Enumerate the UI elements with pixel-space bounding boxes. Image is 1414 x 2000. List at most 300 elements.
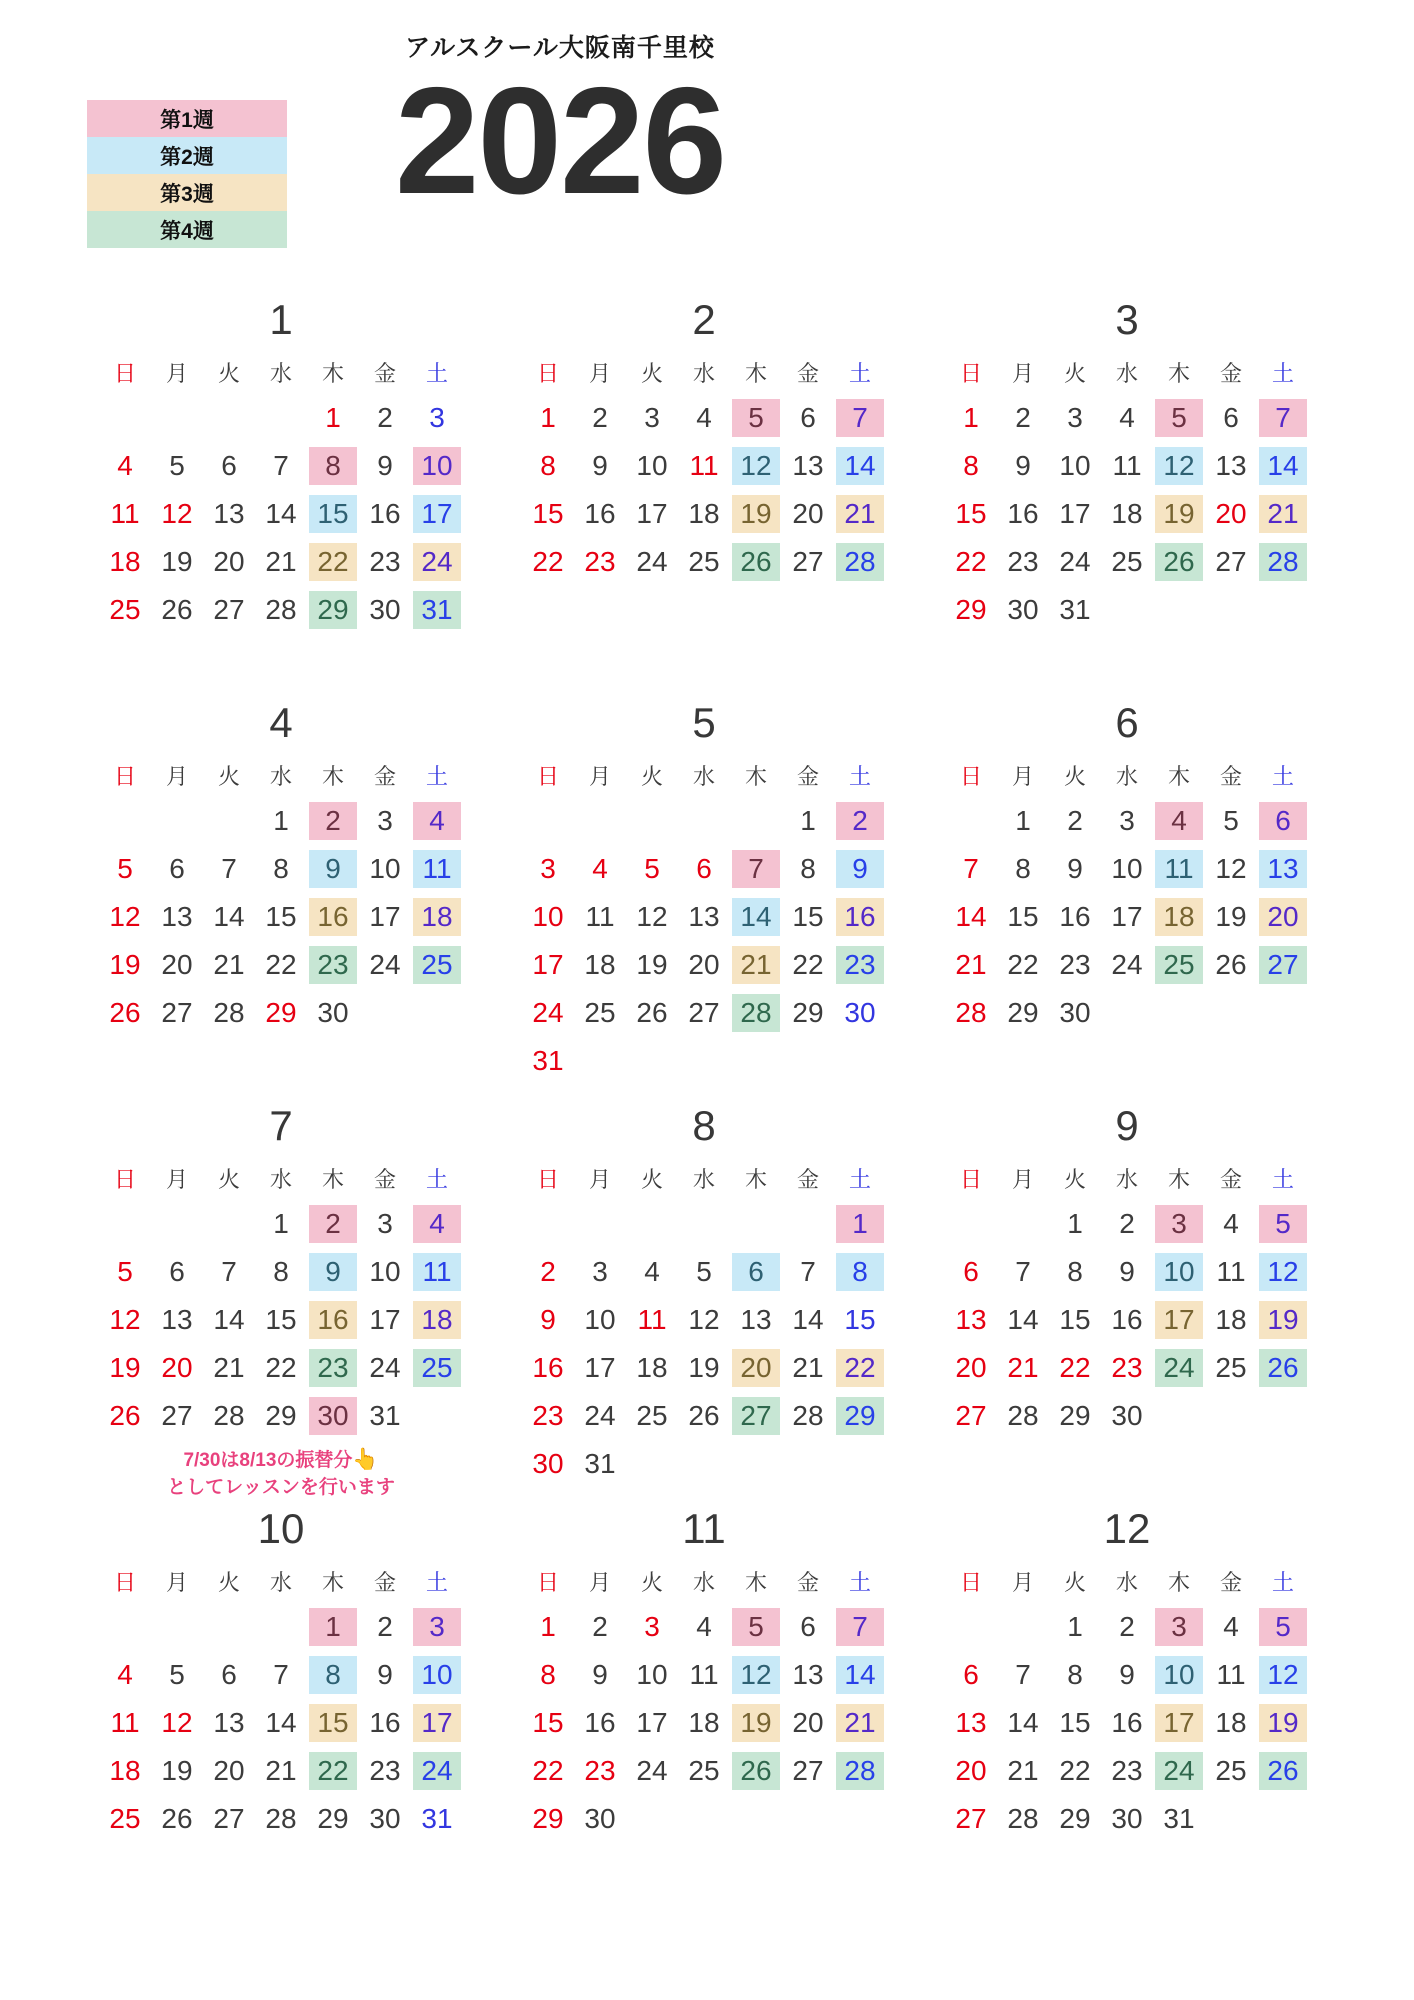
date-cell (1257, 1200, 1309, 1248)
date-cell (307, 1392, 359, 1440)
date-number: 1 (540, 1611, 556, 1642)
date-number: 24 (369, 1352, 401, 1383)
date-cell (945, 1651, 997, 1699)
date-cell (411, 1603, 463, 1651)
date-cell (151, 845, 203, 893)
date-cell (522, 1296, 574, 1344)
date-number: 23 (1007, 546, 1039, 577)
date-cell (255, 845, 307, 893)
empty-cell (151, 1200, 203, 1248)
date-number: 18 (1215, 1707, 1247, 1738)
date-cell (626, 1603, 678, 1651)
date-number: 23 (369, 1755, 401, 1786)
date-cell (307, 538, 359, 586)
date-cell (203, 893, 255, 941)
date-cell (1153, 1651, 1205, 1699)
date-number: 15 (265, 1304, 297, 1335)
months-grid (99, 290, 1309, 1902)
date-cell (307, 1344, 359, 1392)
date-cell (151, 1344, 203, 1392)
date-number: 3 (644, 1611, 660, 1642)
date-number: 28 (213, 1400, 245, 1431)
empty-cell (997, 1200, 1049, 1248)
date-number: 26 (688, 1400, 720, 1431)
date-cell (522, 1037, 574, 1085)
month-title: 10 (257, 1505, 305, 1552)
date-number: 21 (1007, 1352, 1039, 1383)
date-number: 20 (161, 1352, 193, 1383)
date-number: 17 (413, 1704, 461, 1742)
date-number: 7 (221, 853, 237, 884)
date-number: 19 (109, 1352, 141, 1383)
date-cell (997, 1248, 1049, 1296)
date-number: 21 (792, 1352, 824, 1383)
date-number: 14 (1007, 1707, 1039, 1738)
month-block-6 (945, 693, 1309, 1096)
date-number: 21 (836, 1704, 884, 1742)
date-number: 14 (213, 1304, 245, 1335)
date-cell (522, 1651, 574, 1699)
date-cell (1153, 1296, 1205, 1344)
day-header-cell: 月 (165, 1569, 188, 1595)
date-number: 17 (1111, 901, 1143, 932)
date-number: 29 (309, 591, 357, 629)
date-cell (1101, 442, 1153, 490)
date-number: 12 (1215, 853, 1247, 884)
date-cell (1205, 490, 1257, 538)
date-cell (997, 1747, 1049, 1795)
date-cell (1257, 1603, 1309, 1651)
date-number: 9 (592, 1659, 608, 1690)
date-grid (945, 797, 1309, 1037)
day-header-cell: 金 (796, 1569, 819, 1595)
date-cell (834, 1392, 886, 1440)
day-header-row (99, 1559, 463, 1603)
date-cell (255, 1296, 307, 1344)
date-number: 5 (1155, 399, 1203, 437)
month-title: 6 (1115, 699, 1139, 746)
date-cell (411, 442, 463, 490)
day-header-cell: 金 (1219, 1569, 1242, 1595)
date-cell (626, 1344, 678, 1392)
date-number: 28 (265, 1803, 297, 1834)
date-cell (1049, 1795, 1101, 1843)
date-cell (1205, 1248, 1257, 1296)
date-cell (1101, 394, 1153, 442)
date-cell (834, 1603, 886, 1651)
date-number: 5 (696, 1256, 712, 1287)
date-cell (997, 797, 1049, 845)
date-number: 15 (955, 498, 987, 529)
date-number: 8 (309, 1656, 357, 1694)
day-header-cell: 金 (1219, 360, 1242, 386)
date-number: 11 (413, 1253, 461, 1291)
date-cell (359, 1200, 411, 1248)
date-cell (626, 1392, 678, 1440)
date-cell (522, 1699, 574, 1747)
date-cell (626, 1248, 678, 1296)
date-number: 11 (110, 498, 140, 529)
date-number: 26 (1259, 1752, 1307, 1790)
date-number: 14 (265, 1707, 297, 1738)
day-header-cell: 木 (744, 1166, 767, 1192)
date-number: 27 (1215, 546, 1247, 577)
day-header-cell: 日 (959, 360, 982, 386)
date-cell (626, 538, 678, 586)
date-number: 26 (161, 594, 193, 625)
date-cell (522, 538, 574, 586)
date-cell (1101, 1603, 1153, 1651)
date-cell (834, 797, 886, 845)
date-cell (99, 490, 151, 538)
date-cell (574, 1651, 626, 1699)
day-header-cell: 月 (1011, 360, 1034, 386)
date-cell (782, 538, 834, 586)
date-number: 19 (636, 949, 668, 980)
date-number: 31 (421, 1803, 453, 1834)
date-cell (522, 1344, 574, 1392)
date-cell (359, 845, 411, 893)
date-cell (945, 893, 997, 941)
date-cell (359, 1699, 411, 1747)
day-header-cell: 日 (959, 763, 982, 789)
date-cell (307, 1296, 359, 1344)
date-cell (782, 442, 834, 490)
date-number: 5 (117, 1256, 133, 1287)
date-cell (1257, 538, 1309, 586)
empty-cell (522, 797, 574, 845)
date-number: 13 (1259, 850, 1307, 888)
date-cell (626, 845, 678, 893)
date-cell (307, 442, 359, 490)
date-number: 30 (584, 1803, 616, 1834)
date-number: 21 (213, 949, 245, 980)
date-number: 6 (221, 450, 237, 481)
date-number: 6 (963, 1256, 979, 1287)
date-cell (307, 941, 359, 989)
date-cell (99, 442, 151, 490)
date-number: 21 (1007, 1755, 1039, 1786)
date-cell (1049, 394, 1101, 442)
date-cell (307, 394, 359, 442)
date-cell (307, 1651, 359, 1699)
date-number: 12 (109, 1304, 141, 1335)
date-number: 2 (377, 1611, 393, 1642)
date-cell (678, 538, 730, 586)
day-header-cell: 土 (1271, 360, 1294, 386)
date-number: 7 (1259, 399, 1307, 437)
date-cell (99, 845, 151, 893)
date-cell (1153, 1344, 1205, 1392)
date-cell (1153, 1200, 1205, 1248)
date-cell (574, 893, 626, 941)
date-number: 17 (636, 498, 668, 529)
date-cell (1153, 490, 1205, 538)
date-number: 1 (273, 1208, 289, 1239)
date-number: 15 (309, 1704, 357, 1742)
date-cell (99, 538, 151, 586)
date-cell (255, 1651, 307, 1699)
date-number: 25 (584, 997, 616, 1028)
date-cell (678, 1392, 730, 1440)
date-number: 2 (1015, 402, 1031, 433)
date-cell (782, 989, 834, 1037)
date-number: 8 (963, 450, 979, 481)
date-number: 24 (413, 1752, 461, 1790)
date-cell (997, 893, 1049, 941)
empty-cell (203, 1200, 255, 1248)
date-number: 23 (532, 1400, 564, 1431)
date-cell (411, 893, 463, 941)
date-cell (945, 1248, 997, 1296)
date-number: 6 (732, 1253, 780, 1291)
day-header-cell: 月 (588, 1166, 611, 1192)
day-header-cell: 火 (1063, 1569, 1086, 1595)
date-cell (1049, 797, 1101, 845)
date-cell (522, 941, 574, 989)
date-cell (411, 490, 463, 538)
date-number: 20 (1215, 498, 1247, 529)
date-number: 21 (955, 949, 987, 980)
date-cell (255, 490, 307, 538)
date-number: 16 (836, 898, 884, 936)
date-cell (151, 442, 203, 490)
date-cell (411, 586, 463, 634)
date-cell (151, 1392, 203, 1440)
date-number: 22 (532, 1755, 564, 1786)
date-cell (574, 1603, 626, 1651)
date-cell (359, 1603, 411, 1651)
date-number: 14 (1259, 447, 1307, 485)
empty-cell (945, 797, 997, 845)
date-number: 5 (1223, 805, 1239, 836)
date-cell (834, 1200, 886, 1248)
date-cell (997, 1795, 1049, 1843)
date-number: 25 (1111, 546, 1143, 577)
date-number: 2 (592, 1611, 608, 1642)
date-cell (574, 490, 626, 538)
date-grid (99, 1603, 463, 1843)
date-number: 4 (696, 1611, 712, 1642)
date-number: 10 (413, 1656, 461, 1694)
date-number: 2 (592, 402, 608, 433)
date-cell (99, 1699, 151, 1747)
date-cell (1049, 1248, 1101, 1296)
day-header-cell: 日 (113, 1166, 136, 1192)
date-number: 10 (636, 450, 668, 481)
date-cell (678, 941, 730, 989)
date-cell (626, 1699, 678, 1747)
date-cell (255, 1795, 307, 1843)
date-cell (411, 1200, 463, 1248)
date-cell (411, 1248, 463, 1296)
date-cell (730, 1603, 782, 1651)
date-number: 22 (1059, 1755, 1091, 1786)
empty-cell (151, 394, 203, 442)
date-cell (626, 394, 678, 442)
date-cell (1153, 1248, 1205, 1296)
date-number: 30 (369, 1803, 401, 1834)
month-block-5 (522, 693, 886, 1096)
date-cell (1049, 941, 1101, 989)
day-header-cell: 土 (848, 763, 871, 789)
date-number: 4 (1155, 802, 1203, 840)
date-cell (782, 893, 834, 941)
day-header-cell: 水 (692, 1569, 715, 1595)
date-number: 30 (1059, 997, 1091, 1028)
date-cell (1101, 1699, 1153, 1747)
date-number: 20 (213, 1755, 245, 1786)
date-cell (997, 989, 1049, 1037)
date-number: 2 (1067, 805, 1083, 836)
empty-cell (99, 1603, 151, 1651)
empty-cell (151, 797, 203, 845)
day-header-cell: 火 (640, 1569, 663, 1595)
date-number: 5 (169, 1659, 185, 1690)
date-cell (255, 1699, 307, 1747)
date-cell (1049, 1392, 1101, 1440)
day-header-cell: 水 (269, 1569, 292, 1595)
date-cell (203, 586, 255, 634)
date-number: 10 (532, 901, 564, 932)
date-number: 4 (1223, 1208, 1239, 1239)
day-header-cell: 月 (588, 360, 611, 386)
date-number: 2 (309, 802, 357, 840)
date-cell (626, 490, 678, 538)
date-cell (574, 1699, 626, 1747)
makeup-note-line1 (99, 1446, 463, 1474)
date-cell (997, 442, 1049, 490)
date-cell (1257, 845, 1309, 893)
date-cell (997, 1651, 1049, 1699)
date-number: 5 (732, 399, 780, 437)
date-cell (203, 1392, 255, 1440)
day-header-row (945, 350, 1309, 394)
date-cell (1205, 1651, 1257, 1699)
day-header-cell: 日 (536, 763, 559, 789)
date-number: 15 (309, 495, 357, 533)
date-number: 13 (213, 1707, 245, 1738)
month-title: 8 (692, 1102, 716, 1149)
day-header-cell: 月 (1011, 763, 1034, 789)
date-cell (1049, 845, 1101, 893)
day-header-cell: 水 (1115, 763, 1138, 789)
date-cell (99, 1795, 151, 1843)
date-cell (255, 586, 307, 634)
date-number: 24 (584, 1400, 616, 1431)
date-number: 13 (740, 1304, 772, 1335)
date-cell (1257, 1747, 1309, 1795)
date-number: 25 (1215, 1352, 1247, 1383)
date-cell (1101, 893, 1153, 941)
date-number: 2 (1119, 1611, 1135, 1642)
date-number: 3 (1155, 1608, 1203, 1646)
date-cell (834, 1344, 886, 1392)
date-cell (99, 586, 151, 634)
legend-item-week2 (87, 137, 287, 174)
date-number: 3 (1119, 805, 1135, 836)
date-number: 5 (732, 1608, 780, 1646)
date-number: 24 (413, 543, 461, 581)
date-cell (945, 989, 997, 1037)
date-cell (1257, 442, 1309, 490)
day-header-cell: 火 (217, 1569, 240, 1595)
date-cell (151, 941, 203, 989)
date-cell (678, 893, 730, 941)
date-number: 22 (265, 949, 297, 980)
date-cell (1049, 1200, 1101, 1248)
date-number: 27 (955, 1803, 987, 1834)
date-cell (834, 1651, 886, 1699)
date-cell (151, 586, 203, 634)
date-number: 21 (732, 946, 780, 984)
date-number: 14 (955, 901, 987, 932)
date-cell (203, 845, 255, 893)
day-header-row (522, 1156, 886, 1200)
date-number: 6 (963, 1659, 979, 1690)
date-cell (203, 442, 255, 490)
date-number: 2 (1119, 1208, 1135, 1239)
date-number: 18 (413, 1301, 461, 1339)
date-cell (359, 1296, 411, 1344)
date-cell (522, 1440, 574, 1488)
day-header-cell: 水 (1115, 1569, 1138, 1595)
date-number: 10 (636, 1659, 668, 1690)
date-cell (1153, 797, 1205, 845)
date-number: 28 (1007, 1803, 1039, 1834)
date-cell (1205, 1603, 1257, 1651)
school-name: アルスクール大阪南千里校 (405, 34, 715, 62)
date-cell (1049, 586, 1101, 634)
day-header-cell: 日 (959, 1569, 982, 1595)
date-number: 15 (1059, 1707, 1091, 1738)
day-header-cell: 土 (1271, 763, 1294, 789)
date-cell (255, 538, 307, 586)
day-header-cell: 火 (217, 1166, 240, 1192)
day-header-cell: 金 (1219, 763, 1242, 789)
empty-cell (678, 797, 730, 845)
date-number: 1 (800, 805, 816, 836)
date-grid (99, 394, 463, 634)
date-cell (1153, 394, 1205, 442)
date-cell (782, 1296, 834, 1344)
date-number: 31 (1163, 1803, 1195, 1834)
date-grid (522, 394, 886, 586)
date-cell (99, 893, 151, 941)
date-cell (359, 941, 411, 989)
date-number: 6 (169, 853, 185, 884)
date-cell (782, 1747, 834, 1795)
day-header-cell: 水 (269, 763, 292, 789)
date-number: 6 (1223, 402, 1239, 433)
date-cell (945, 538, 997, 586)
date-number: 20 (688, 949, 720, 980)
day-header-cell: 水 (692, 360, 715, 386)
date-number: 18 (584, 949, 616, 980)
date-cell (359, 893, 411, 941)
date-cell (1049, 1603, 1101, 1651)
date-cell (834, 442, 886, 490)
date-cell (522, 893, 574, 941)
date-number: 2 (540, 1256, 556, 1287)
date-cell (203, 1651, 255, 1699)
day-header-cell: 土 (425, 763, 448, 789)
date-number: 7 (836, 399, 884, 437)
date-number: 3 (592, 1256, 608, 1287)
date-cell (359, 586, 411, 634)
date-number: 19 (732, 1704, 780, 1742)
date-cell (782, 1344, 834, 1392)
